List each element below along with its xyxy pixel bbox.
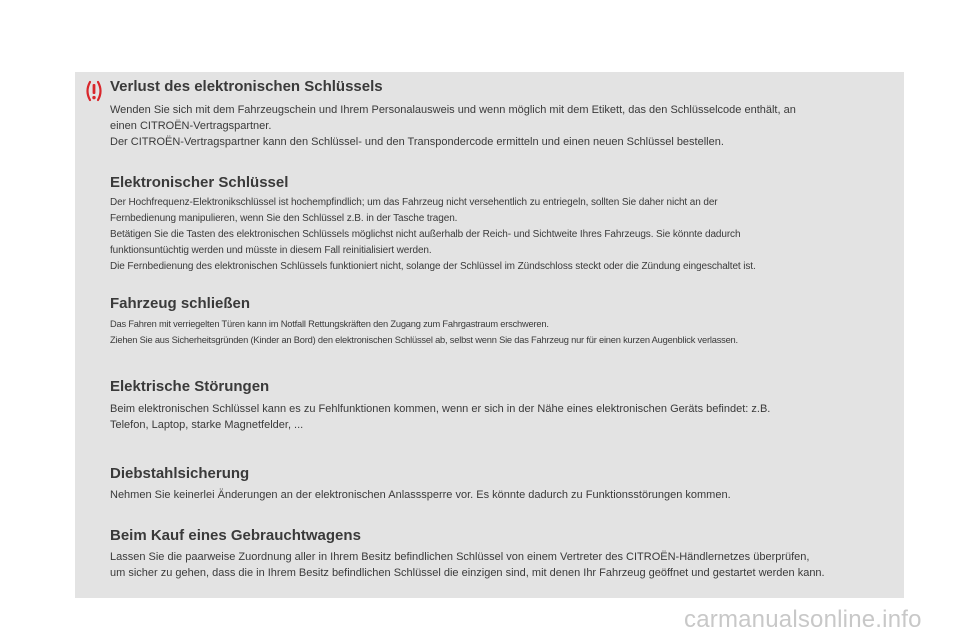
section-title: Verlust des elektronischen Schlüssels [110, 78, 383, 95]
paragraph-line: Fernbedienung manipulieren, wenn Sie den Schlüssel z.B. in der Tasche tragen. [110, 213, 458, 224]
paragraph-line: funktionsuntüchtig werden und müsste in diesem Fall reinitialisiert werden. [110, 245, 432, 256]
paragraph-line: Das Fahren mit verriegelten Türen kann im Notfall Rettungskräften den Zugang zum Fahrgastraum erschweren. [110, 319, 549, 329]
section-anti-theft [110, 465, 890, 503]
paragraph-line: um sicher zu gehen, dass die in Ihrem Besitz befindlichen Schlüssel die einzigen sind, mit denen Ihr Fahrzeug geöffnet und gestartet werden kann. [110, 567, 825, 579]
section-title: Fahrzeug schließen [110, 295, 251, 312]
paragraph-line: Lassen Sie die paarweise Zuordnung aller in Ihrem Besitz befindlichen Schlüssel von einem Vertreter des CITROËN-Händlernetzes überprüfen, [110, 551, 810, 563]
paragraph-line: Betätigen Sie die Tasten des elektronischen Schlüssels möglichst nicht außerhalb der Reich- und Sichtweite Ihres Fahrzeugs. Sie könnte dadurch [110, 229, 741, 240]
section-title: Beim Kauf eines Gebrauchtwagens [110, 527, 361, 544]
paragraph-line: Nehmen Sie keinerlei Änderungen an der elektronischen Anlasssperre vor. Es könnte dadurch zu Funktionsstörungen kommen. [110, 489, 731, 501]
section-lock-vehicle [110, 295, 890, 348]
paragraph-line: Beim elektronischen Schlüssel kann es zu Fehlfunktionen kommen, wenn er sich in der Nähe eines elektronischen Geräts befindet: z.B. [110, 403, 771, 415]
section-title: Elektrische Störungen [110, 378, 270, 395]
warning-exclamation-icon [83, 80, 105, 102]
section-key-lost [110, 78, 890, 150]
paragraph-line: Der CITROËN-Vertragspartner kann den Schlüssel- und den Transpondercode ermitteln und einen neuen Schlüssel bestellen. [110, 136, 724, 148]
info-panel [75, 72, 904, 598]
section-used-car [110, 527, 890, 581]
paragraph-line: einen CITROËN-Vertragspartner. [110, 120, 272, 132]
paragraph-line: Ziehen Sie aus Sicherheitsgründen (Kinder an Bord) den elektronischen Schlüssel ab, selbst wenn Sie das Fahrzeug nur für einen kurzen Augenblick verlassen. [110, 335, 738, 345]
watermark-text: carmanualsonline.info [684, 606, 922, 633]
paragraph-line: Telefon, Laptop, starke Magnetfelder, ... [110, 419, 304, 431]
paragraph-line: Wenden Sie sich mit dem Fahrzeugschein und Ihrem Personalausweis und wenn möglich mit dem Etikett, das den Schlüsselcode enthält, an [110, 104, 796, 116]
paragraph-line: Die Fernbedienung des elektronischen Schlüssels funktioniert nicht, solange der Schlüssel im Zündschloss steckt oder die Zündung eingeschaltet ist. [110, 261, 756, 272]
section-electronic-key [110, 174, 890, 275]
section-electrical-faults [110, 378, 890, 433]
section-title: Elektronischer Schlüssel [110, 174, 289, 191]
section-title: Diebstahlsicherung [110, 465, 250, 482]
paragraph-line: Der Hochfrequenz-Elektronikschlüssel ist hochempfindlich; um das Fahrzeug nicht versehentlich zu entriegeln, sollten Sie daher nicht an der [110, 197, 718, 208]
